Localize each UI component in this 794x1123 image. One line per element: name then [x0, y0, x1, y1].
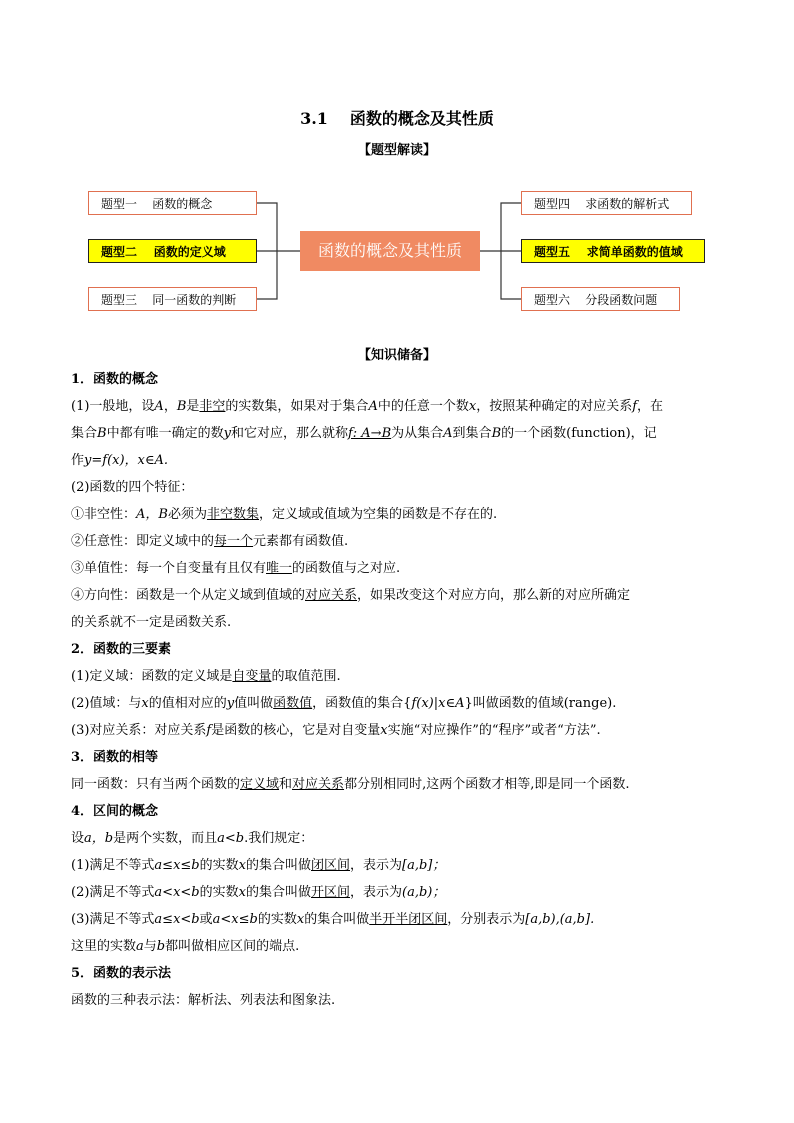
topic-box-2: 题型二 函数的定义域 [88, 239, 257, 263]
paragraph-line: 同一函数：只有当两个函数的定义域和对应关系都分别相同时,这两个函数才相等,即是同一个函数. [71, 777, 630, 792]
section-heading-2: 2．函数的三要素 [71, 642, 172, 657]
paragraph-line: ②任意性：即定义域中的每一个元素都有函数值. [71, 534, 349, 549]
paragraph-line: 函数的三种表示法：解析法、列表法和图象法. [71, 993, 336, 1008]
knowledge-content [71, 366, 731, 1014]
paragraph-line: (3)满足不等式a≤x<b或a<x≤b的实数x的集合叫做半开半闭区间，分别表示为[a,b),(a,b]. [71, 912, 595, 927]
topic-box-6: 题型六 分段函数问题 [521, 287, 680, 311]
paragraph-line: 的关系就不一定是函数关系. [71, 615, 232, 630]
paragraph-line: 这里的实数a与b都叫做相应区间的端点. [71, 939, 300, 954]
paragraph-line: (1)满足不等式a≤x≤b的实数x的集合叫做闭区间，表示为[a,b]； [71, 858, 446, 873]
topic-box-1: 题型一 函数的概念 [88, 191, 257, 215]
paragraph-line: (2)函数的四个特征： [71, 480, 194, 495]
page-title: 3.1 函数的概念及其性质 [300, 109, 494, 128]
knowledge-heading: 【知识储备】 [357, 348, 436, 363]
paragraph-line: ①非空性：A，B必须为非空数集，定义域或值域为空集的函数是不存在的. [71, 507, 498, 522]
paragraph-line: (1)一般地，设A，B是非空的实数集，如果对于集合A中的任意一个数x，按照某种确定的对应关系f，在 [71, 399, 664, 414]
section-heading-3: 3．函数的相等 [71, 750, 159, 765]
paragraph-line: (3)对应关系：对应关系f是函数的核心，它是对自变量x实施“对应操作”的“程序”或者“方法”. [71, 723, 601, 738]
paragraph-line: ④方向性：函数是一个从定义域到值域的对应关系，如果改变这个对应方向，那么新的对应所确定 [71, 588, 631, 603]
paragraph-line: 作y=f(x)，x∈A. [71, 453, 169, 468]
topic-box-4: 题型四 求函数的解析式 [521, 191, 692, 215]
diagram-heading: 【题型解读】 [357, 143, 436, 158]
section-heading-4: 4．区间的概念 [71, 804, 159, 819]
paragraph-line: ③单值性：每一个自变量有且仅有唯一的函数值与之对应. [71, 561, 401, 576]
paragraph-line: (2)值域：与x的值相对应的y值叫做函数值，函数值的集合{f(x)|x∈A}叫做函数的值域(range). [71, 696, 617, 711]
topic-box-5: 题型五 求简单函数的值域 [521, 239, 705, 263]
paragraph-line: 设a，b是两个实数，而且a<b.我们规定： [71, 831, 314, 846]
section-heading-1: 1．函数的概念 [71, 372, 159, 387]
mind-map-connectors [0, 0, 794, 330]
center-topic-box: 函数的概念及其性质 [300, 231, 480, 271]
topic-box-3: 题型三 同一函数的判断 [88, 287, 257, 311]
section-heading-5: 5．函数的表示法 [71, 966, 172, 981]
paragraph-line: (1)定义域：函数的定义域是自变量的取值范围. [71, 669, 341, 684]
paragraph-line: 集合B中都有唯一确定的数y和它对应，那么就称f: A→B为从集合A到集合B的一个函数(function)，记 [71, 426, 657, 441]
paragraph-line: (2)满足不等式a<x<b的实数x的集合叫做开区间，表示为(a,b)； [71, 885, 446, 900]
